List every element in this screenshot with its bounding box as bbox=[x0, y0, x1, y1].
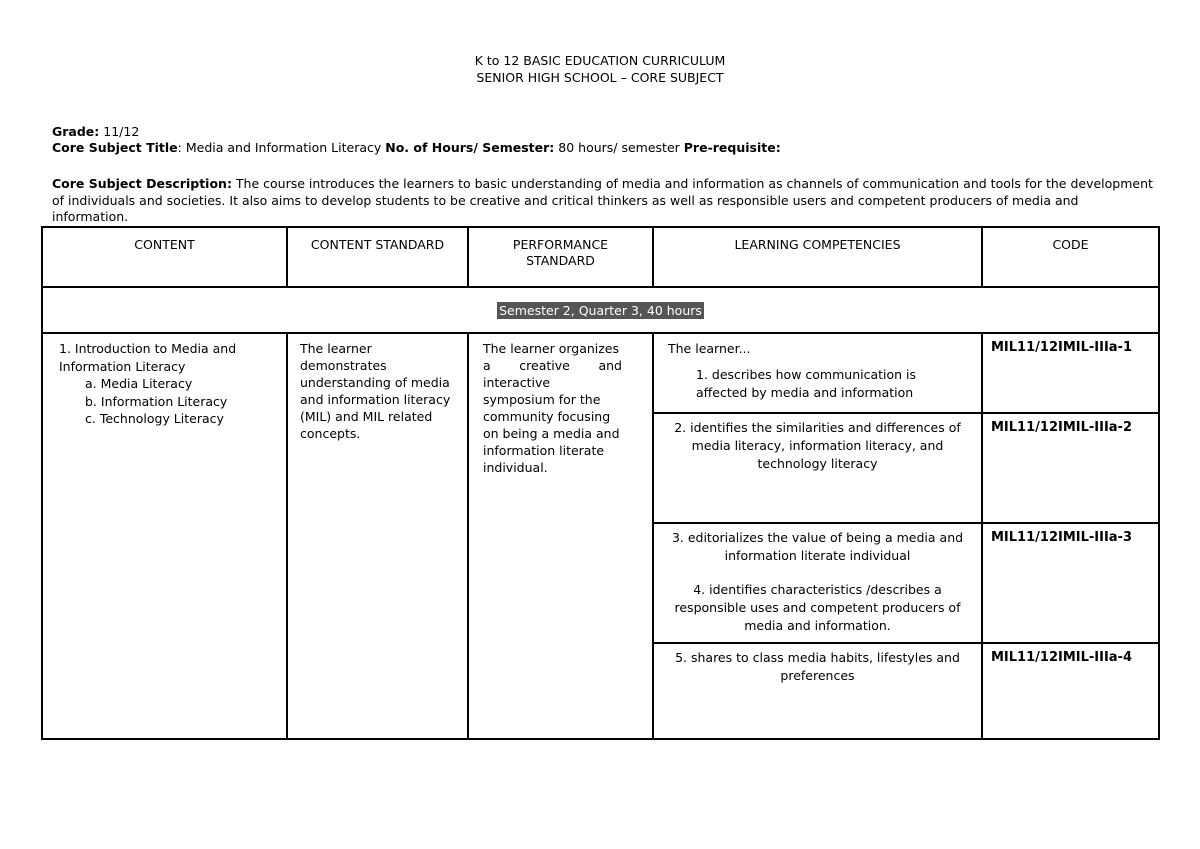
performance-standard-cell bbox=[468, 333, 653, 739]
subject-title-label: Core Subject Title bbox=[52, 140, 178, 155]
semester-label: Semester 2, Quarter 3, 40 hours bbox=[499, 302, 702, 318]
competency-cell bbox=[653, 643, 982, 739]
header-content-standard: CONTENT STANDARD bbox=[287, 227, 468, 287]
code-cell: MIL11/12IMIL-IIIa-3 bbox=[982, 523, 1159, 643]
header-line-1: K to 12 BASIC EDUCATION CURRICULUM bbox=[474, 53, 726, 68]
content-standard-cell bbox=[287, 333, 468, 739]
competency-cell bbox=[653, 333, 982, 413]
semester-row bbox=[42, 287, 1159, 333]
grade-value: 11/12 bbox=[99, 124, 140, 139]
table-header-row bbox=[42, 227, 1159, 287]
competency-3: 3. editorializes the value of being a media and information literate individual bbox=[671, 530, 964, 563]
description-label: Core Subject Description: bbox=[52, 176, 232, 191]
document-header bbox=[0, 52, 1200, 86]
content-item: b. Information Literacy bbox=[85, 393, 228, 409]
competency-cell bbox=[653, 523, 982, 643]
competency-2: 2. identifies the similarities and differences of media literacy, information literacy, and technology literacy bbox=[674, 420, 961, 471]
hours-value: 80 hours/ semester bbox=[554, 140, 684, 155]
header-performance-standard: PERFORMANCE STANDARD bbox=[468, 227, 653, 287]
performance-line-1: The learner organizes bbox=[483, 341, 620, 356]
code-cell: MIL11/12IMIL-IIIa-2 bbox=[982, 413, 1159, 523]
curriculum-table bbox=[41, 226, 1160, 740]
content-item: a. Media Literacy bbox=[85, 376, 193, 391]
performance-rest: interactive symposium for the community focusing on being a media and information literate individual. bbox=[483, 375, 620, 475]
competency-4: 4. identifies characteristics /describes a responsible uses and competent producers of media and information. bbox=[674, 582, 961, 633]
competency-1: 1. describes how communication is affected by media and information bbox=[696, 367, 917, 400]
competency-intro: The learner... bbox=[668, 341, 751, 356]
description-text: The course introduces the learners to basic understanding of media and information as channels of communication and tools for the development of individuals and societies. It also aims to develop students to be creative and critical thinkers as well as responsible users and competent producers of media and information. bbox=[52, 176, 1153, 224]
prerequisite-label: Pre-requisite: bbox=[683, 140, 781, 155]
code-cell: MIL11/12IMIL-IIIa-1 bbox=[982, 333, 1159, 413]
content-item: c. Technology Literacy bbox=[85, 411, 224, 426]
header-code: CODE bbox=[982, 227, 1159, 287]
grade-line bbox=[52, 124, 1162, 140]
subject-description bbox=[52, 176, 1157, 226]
table-row bbox=[42, 333, 1159, 413]
competency-cell bbox=[653, 413, 982, 523]
content-main: 1. Introduction to Media and Information Literacy bbox=[59, 341, 237, 374]
header-learning-competencies: LEARNING COMPETENCIES bbox=[653, 227, 982, 287]
code-cell: MIL11/12IMIL-IIIa-4 bbox=[982, 643, 1159, 739]
performance-line-2: a creative and bbox=[483, 358, 622, 373]
subject-title-value: : Media and Information Literacy bbox=[177, 140, 386, 155]
header-line-2: SENIOR HIGH SCHOOL – CORE SUBJECT bbox=[476, 70, 724, 85]
content-standard-text: The learner demonstrates understanding of media and information literacy (MIL) and MIL related concepts. bbox=[300, 341, 451, 441]
subject-title-line bbox=[52, 140, 1162, 156]
grade-label: Grade: bbox=[52, 124, 100, 139]
header-content: CONTENT bbox=[42, 227, 287, 287]
competency-5: 5. shares to class media habits, lifestyles and preferences bbox=[675, 650, 960, 683]
content-cell bbox=[42, 333, 287, 739]
hours-label: No. of Hours/ Semester: bbox=[385, 140, 555, 155]
